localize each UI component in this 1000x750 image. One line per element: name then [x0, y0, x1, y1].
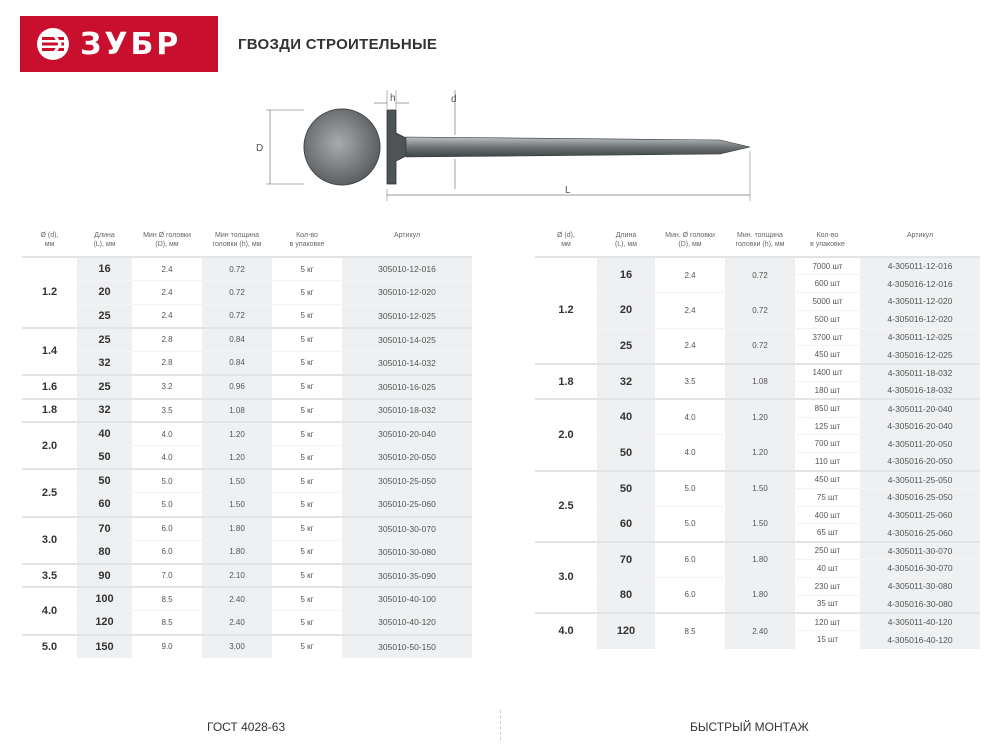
quantity-cell: 600 шт	[795, 275, 860, 293]
column-header: Ø (d), мм	[557, 232, 575, 248]
quantity-cell: 5 кг	[272, 469, 342, 493]
head-diameter-cell: 2.4	[132, 257, 202, 281]
article-cell: 4-305011-25-050	[860, 471, 980, 489]
article-cell: 305010-25-060	[342, 493, 472, 517]
length-cell: 70	[77, 517, 132, 541]
head-thickness-cell: 1.50	[202, 469, 272, 493]
head-thickness-cell: 0.72	[202, 257, 272, 281]
head-thickness-cell: 3.00	[202, 635, 272, 659]
table-row	[22, 257, 472, 281]
length-cell: 20	[597, 293, 655, 329]
head-diameter-cell: 5.0	[132, 469, 202, 493]
table-row	[535, 471, 980, 489]
head-diameter-cell: 6.0	[132, 517, 202, 541]
head-diameter-cell: 4.0	[655, 399, 725, 435]
head-thickness-cell: 1.20	[202, 446, 272, 470]
quantity-cell: 5 кг	[272, 611, 342, 635]
length-cell: 20	[77, 281, 132, 305]
head-diameter-cell: 2.8	[132, 351, 202, 375]
column-header: Мин Ø головки (D), мм	[143, 232, 191, 248]
head-diameter-cell: 3.2	[132, 375, 202, 399]
diameter-cell: 1.2	[22, 257, 77, 328]
quantity-cell: 5 кг	[272, 493, 342, 517]
head-diameter-cell: 3.5	[132, 399, 202, 423]
diameter-cell: 3.5	[22, 564, 77, 588]
column-header: Кол-во в упаковке	[289, 232, 325, 248]
brand-logo	[20, 16, 218, 72]
head-thickness-cell: 1.20	[202, 422, 272, 446]
page-title: ГВОЗДИ СТРОИТЕЛЬНЫЕ	[238, 36, 438, 53]
nail-head-face	[304, 109, 380, 185]
table-row	[535, 435, 980, 453]
diameter-cell: 3.0	[535, 542, 597, 613]
head-diameter-cell: 8.5	[132, 611, 202, 635]
quantity-cell: 125 шт	[795, 417, 860, 435]
quantity-cell: 5 кг	[272, 328, 342, 352]
head-thickness-cell: 1.50	[725, 471, 795, 507]
diameter-cell: 1.4	[22, 328, 77, 375]
length-cell: 80	[597, 577, 655, 613]
quantity-cell: 5 кг	[272, 351, 342, 375]
article-cell: 4-305011-20-050	[860, 435, 980, 453]
table-row	[22, 493, 472, 517]
footer-divider	[500, 710, 501, 740]
column-header: Кол-во в упаковке	[810, 232, 845, 248]
article-cell: 4-305016-30-070	[860, 560, 980, 578]
article-cell: 4-305011-12-016	[860, 257, 980, 275]
quantity-cell: 450 шт	[795, 346, 860, 364]
right-footer: БЫСТРЫЙ МОНТАЖ	[690, 720, 809, 734]
article-cell: 4-305016-25-050	[860, 488, 980, 506]
quantity-cell: 40 шт	[795, 560, 860, 578]
head-diameter-cell: 6.0	[655, 542, 725, 578]
article-cell: 4-305016-12-020	[860, 310, 980, 328]
table-row	[535, 364, 980, 382]
head-thickness-cell: 0.72	[202, 281, 272, 305]
table-row	[535, 506, 980, 524]
article-cell: 4-305011-30-080	[860, 577, 980, 595]
head-thickness-cell: 0.84	[202, 328, 272, 352]
length-cell: 150	[77, 635, 132, 659]
length-cell: 80	[77, 540, 132, 564]
diameter-cell: 1.6	[22, 375, 77, 399]
article-cell: 305010-12-016	[342, 257, 472, 281]
table-row	[22, 611, 472, 635]
quantity-cell: 5 кг	[272, 304, 342, 328]
article-cell: 305010-16-025	[342, 375, 472, 399]
label-L: L	[565, 185, 571, 196]
head-diameter-cell: 7.0	[132, 564, 202, 588]
diameter-cell: 2.0	[535, 399, 597, 470]
length-cell: 60	[597, 506, 655, 542]
table-row	[22, 587, 472, 611]
diameter-cell: 2.0	[22, 422, 77, 469]
quantity-cell: 5 кг	[272, 375, 342, 399]
head-thickness-cell: 2.40	[202, 611, 272, 635]
column-header: Ø (d), мм	[40, 232, 59, 248]
article-cell: 4-305011-25-060	[860, 506, 980, 524]
label-h: h	[390, 93, 396, 104]
head-diameter-cell: 6.0	[132, 540, 202, 564]
article-cell: 4-305016-20-050	[860, 453, 980, 471]
length-cell: 50	[597, 435, 655, 471]
head-diameter-cell: 2.4	[655, 328, 725, 364]
quantity-cell: 180 шт	[795, 382, 860, 400]
article-cell: 4-305011-18-032	[860, 364, 980, 382]
length-cell: 60	[77, 493, 132, 517]
label-D: D	[256, 143, 264, 154]
nail-head-side	[387, 110, 406, 184]
quantity-cell: 110 шт	[795, 453, 860, 471]
length-cell: 100	[77, 587, 132, 611]
quantity-cell: 5 кг	[272, 540, 342, 564]
quantity-cell: 850 шт	[795, 399, 860, 417]
head-thickness-cell: 0.84	[202, 351, 272, 375]
table-row	[22, 281, 472, 305]
diameter-cell: 3.0	[22, 517, 77, 564]
column-header: Мин толщина головки (h), мм	[212, 232, 262, 248]
length-cell: 50	[77, 446, 132, 470]
quantity-cell: 5 кг	[272, 257, 342, 281]
head-diameter-cell: 8.5	[132, 587, 202, 611]
head-thickness-cell: 1.20	[725, 435, 795, 471]
article-cell: 4-305016-20-040	[860, 417, 980, 435]
quantity-cell: 500 шт	[795, 310, 860, 328]
head-thickness-cell: 1.50	[725, 506, 795, 542]
nail-shank	[406, 137, 750, 157]
column-header: Мин. Ø головки (D), мм	[665, 232, 715, 248]
table-row	[22, 375, 472, 399]
head-thickness-cell: 0.72	[202, 304, 272, 328]
right-table	[535, 256, 980, 649]
head-diameter-cell: 2.4	[655, 293, 725, 329]
article-cell: 305010-50-150	[342, 635, 472, 659]
table-row	[535, 257, 980, 275]
table-row	[22, 635, 472, 659]
article-cell: 305010-40-100	[342, 587, 472, 611]
head-diameter-cell: 4.0	[655, 435, 725, 471]
quantity-cell: 230 шт	[795, 577, 860, 595]
head-diameter-cell: 2.8	[132, 328, 202, 352]
length-cell: 25	[77, 375, 132, 399]
diameter-cell: 1.8	[22, 399, 77, 423]
quantity-cell: 35 шт	[795, 595, 860, 613]
head-diameter-cell: 4.0	[132, 446, 202, 470]
head-diameter-cell: 5.0	[655, 506, 725, 542]
article-cell: 305010-40-120	[342, 611, 472, 635]
left-footer: ГОСТ 4028-63	[207, 720, 286, 734]
length-cell: 32	[597, 364, 655, 400]
head-thickness-cell: 0.72	[725, 257, 795, 293]
diameter-cell: 4.0	[22, 587, 77, 634]
article-cell: 305010-14-032	[342, 351, 472, 375]
article-cell: 4-305016-25-060	[860, 524, 980, 542]
column-header: Артикул	[393, 232, 421, 239]
column-header: Длина (L), мм	[93, 232, 116, 248]
head-thickness-cell: 0.72	[725, 328, 795, 364]
head-diameter-cell: 5.0	[655, 471, 725, 507]
article-cell: 4-305011-40-120	[860, 613, 980, 631]
head-diameter-cell: 4.0	[132, 422, 202, 446]
quantity-cell: 5000 шт	[795, 293, 860, 311]
quantity-cell: 5 кг	[272, 422, 342, 446]
quantity-cell: 5 кг	[272, 564, 342, 588]
article-cell: 305010-12-020	[342, 281, 472, 305]
head-diameter-cell: 6.0	[655, 577, 725, 613]
quantity-cell: 450 шт	[795, 471, 860, 489]
quantity-cell: 120 шт	[795, 613, 860, 631]
head-thickness-cell: 1.08	[725, 364, 795, 400]
left-table	[22, 256, 472, 658]
length-cell: 25	[77, 328, 132, 352]
table-row	[22, 399, 472, 423]
quantity-cell: 3700 шт	[795, 328, 860, 346]
diameter-cell: 2.5	[535, 471, 597, 542]
table-row	[22, 351, 472, 375]
article-cell: 305010-18-032	[342, 399, 472, 423]
head-diameter-cell: 2.4	[655, 257, 725, 293]
quantity-cell: 400 шт	[795, 506, 860, 524]
head-thickness-cell: 1.80	[202, 540, 272, 564]
diameter-cell: 1.8	[535, 364, 597, 400]
head-thickness-cell: 1.50	[202, 493, 272, 517]
table-row	[535, 542, 980, 560]
table-row	[535, 293, 980, 311]
length-cell: 50	[597, 471, 655, 507]
diameter-cell: 5.0	[22, 635, 77, 659]
quantity-cell: 5 кг	[272, 399, 342, 423]
article-cell: 4-305011-20-040	[860, 399, 980, 417]
column-header: Артикул	[906, 232, 934, 239]
table-row	[535, 328, 980, 346]
article-cell: 4-305016-12-025	[860, 346, 980, 364]
diameter-cell: 1.2	[535, 257, 597, 364]
head-diameter-cell: 9.0	[132, 635, 202, 659]
quantity-cell: 700 шт	[795, 435, 860, 453]
length-cell: 16	[597, 257, 655, 293]
article-cell: 305010-30-080	[342, 540, 472, 564]
article-cell: 305010-30-070	[342, 517, 472, 541]
nail-diagram	[240, 85, 770, 205]
article-cell: 305010-35-090	[342, 564, 472, 588]
table-row	[535, 613, 980, 631]
table-row	[535, 399, 980, 417]
article-cell: 4-305016-12-016	[860, 275, 980, 293]
brand-name: ЗУБР	[80, 26, 182, 62]
length-cell: 25	[77, 304, 132, 328]
quantity-cell: 65 шт	[795, 524, 860, 542]
article-cell: 305010-20-040	[342, 422, 472, 446]
head-diameter-cell: 5.0	[132, 493, 202, 517]
length-cell: 25	[597, 328, 655, 364]
article-cell: 305010-25-050	[342, 469, 472, 493]
table-row	[22, 540, 472, 564]
label-d: d	[451, 94, 457, 105]
head-diameter-cell: 2.4	[132, 304, 202, 328]
article-cell: 305010-12-025	[342, 304, 472, 328]
length-cell: 90	[77, 564, 132, 588]
column-header: Длина (L), мм	[614, 232, 638, 248]
article-cell: 4-305016-30-080	[860, 595, 980, 613]
article-cell: 305010-14-025	[342, 328, 472, 352]
table-row	[22, 328, 472, 352]
article-cell: 4-305011-12-020	[860, 293, 980, 311]
length-cell: 120	[597, 613, 655, 649]
head-thickness-cell: 1.80	[725, 577, 795, 613]
article-cell: 305010-20-050	[342, 446, 472, 470]
table-row	[22, 446, 472, 470]
length-cell: 50	[77, 469, 132, 493]
length-cell: 40	[77, 422, 132, 446]
quantity-cell: 5 кг	[272, 517, 342, 541]
head-diameter-cell: 2.4	[132, 281, 202, 305]
article-cell: 4-305011-30-070	[860, 542, 980, 560]
length-cell: 16	[77, 257, 132, 281]
head-thickness-cell: 0.72	[725, 293, 795, 329]
length-cell: 40	[597, 399, 655, 435]
quantity-cell: 75 шт	[795, 488, 860, 506]
length-cell: 32	[77, 399, 132, 423]
table-row	[22, 304, 472, 328]
head-diameter-cell: 3.5	[655, 364, 725, 400]
head-thickness-cell: 2.10	[202, 564, 272, 588]
head-thickness-cell: 0.96	[202, 375, 272, 399]
diameter-cell: 4.0	[535, 613, 597, 649]
quantity-cell: 7000 шт	[795, 257, 860, 275]
quantity-cell: 5 кг	[272, 635, 342, 659]
head-thickness-cell: 1.20	[725, 399, 795, 435]
column-header: Мин. толщина головки (h), мм	[735, 232, 785, 248]
brand-mark-icon	[36, 27, 70, 61]
length-cell: 120	[77, 611, 132, 635]
head-diameter-cell: 8.5	[655, 613, 725, 649]
quantity-cell: 5 кг	[272, 446, 342, 470]
diameter-cell: 2.5	[22, 469, 77, 516]
head-thickness-cell: 2.40	[202, 587, 272, 611]
quantity-cell: 250 шт	[795, 542, 860, 560]
quantity-cell: 5 кг	[272, 587, 342, 611]
table-row	[22, 469, 472, 493]
table-row	[22, 564, 472, 588]
article-cell: 4-305011-12-025	[860, 328, 980, 346]
head-thickness-cell: 1.80	[725, 542, 795, 578]
table-row	[22, 422, 472, 446]
quantity-cell: 1400 шт	[795, 364, 860, 382]
quantity-cell: 5 кг	[272, 281, 342, 305]
article-cell: 4-305016-18-032	[860, 382, 980, 400]
head-thickness-cell: 2.40	[725, 613, 795, 649]
length-cell: 70	[597, 542, 655, 578]
table-row	[535, 577, 980, 595]
table-row	[22, 517, 472, 541]
length-cell: 32	[77, 351, 132, 375]
head-thickness-cell: 1.80	[202, 517, 272, 541]
quantity-cell: 15 шт	[795, 631, 860, 649]
head-thickness-cell: 1.08	[202, 399, 272, 423]
article-cell: 4-305016-40-120	[860, 631, 980, 649]
